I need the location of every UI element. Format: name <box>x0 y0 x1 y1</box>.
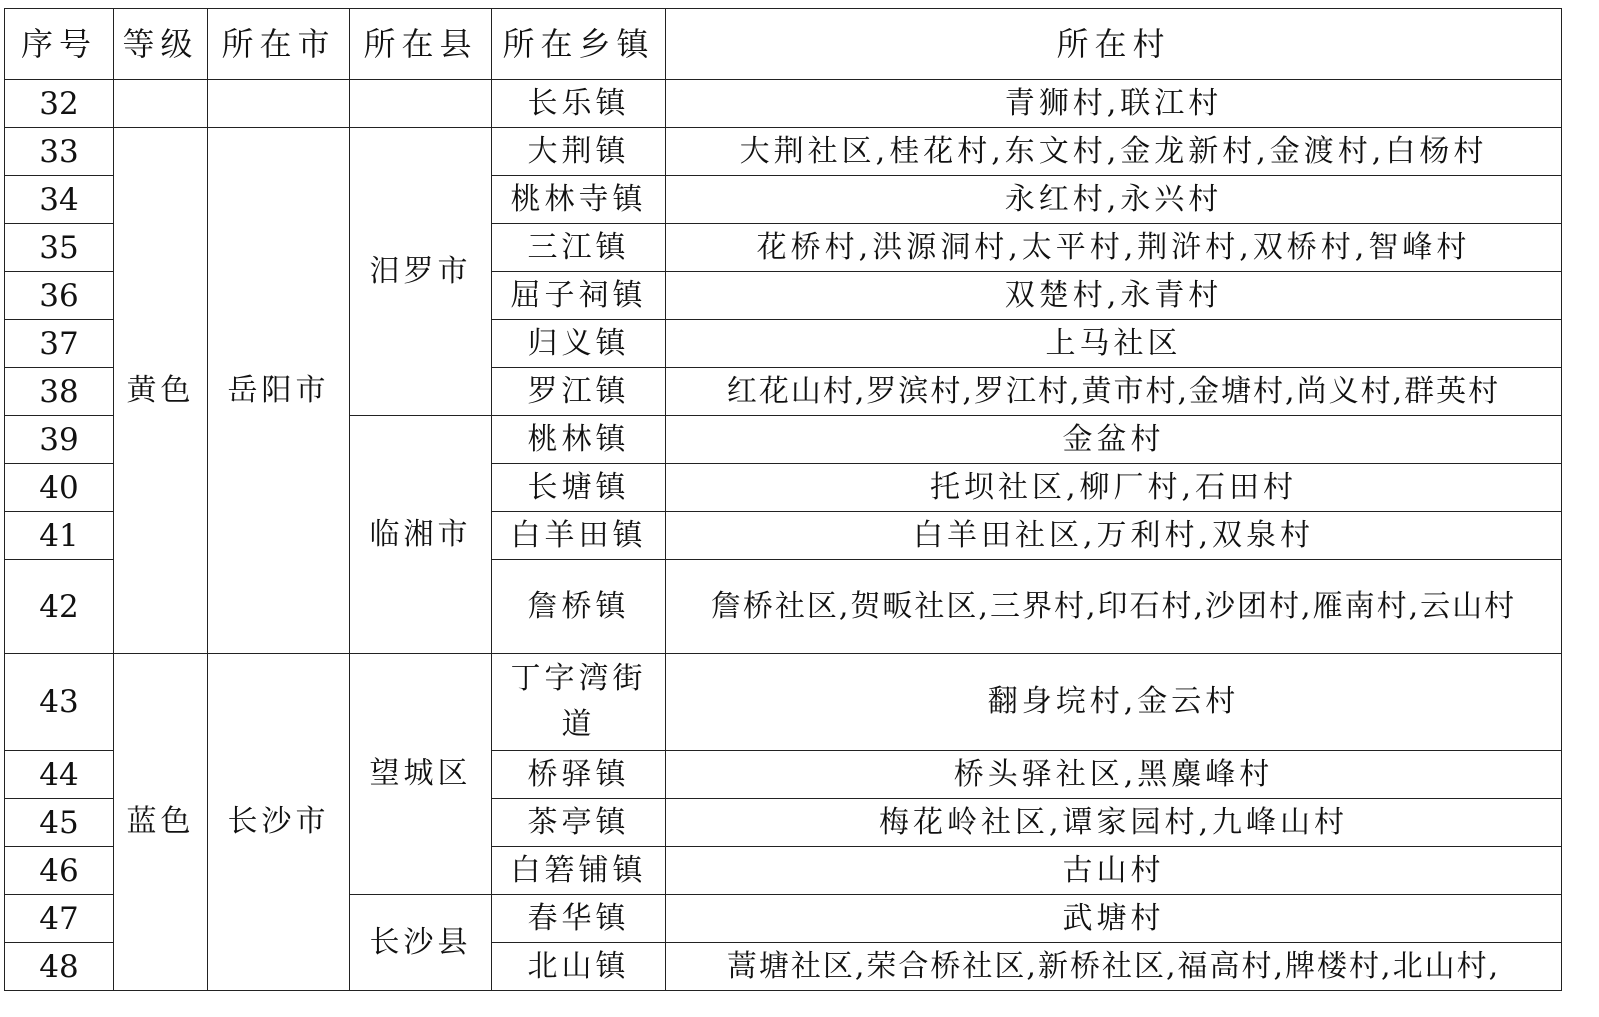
village-cell: 翻身垸村,金云村 <box>666 654 1562 751</box>
town-cell: 桥驿镇 <box>492 751 666 799</box>
town-cell: 大荆镇 <box>492 128 666 176</box>
row-index: 32 <box>5 80 114 128</box>
town-cell: 春华镇 <box>492 895 666 943</box>
city-cell-changsha: 长沙市 <box>208 654 350 991</box>
village-cell: 桥头驿社区,黑麋峰村 <box>666 751 1562 799</box>
row-index: 44 <box>5 751 114 799</box>
row-index: 35 <box>5 224 114 272</box>
county-cell-changshaxian: 长沙县 <box>350 895 492 991</box>
town-cell: 詹桥镇 <box>492 560 666 654</box>
row-index: 38 <box>5 368 114 416</box>
village-cell: 花桥村,洪源洞村,太平村,荆浒村,双桥村,智峰村 <box>666 224 1562 272</box>
header-county: 所在县 <box>350 9 492 80</box>
village-cell: 金盆村 <box>666 416 1562 464</box>
town-cell: 桃林寺镇 <box>492 176 666 224</box>
header-city: 所在市 <box>208 9 350 80</box>
village-cell: 蒿塘社区,荣合桥社区,新桥社区,福高村,牌楼村,北山村, <box>666 943 1562 991</box>
county-cell-miluo: 汨罗市 <box>350 128 492 416</box>
header-village: 所在村 <box>666 9 1562 80</box>
village-cell: 上马社区 <box>666 320 1562 368</box>
town-cell: 北山镇 <box>492 943 666 991</box>
town-cell: 长乐镇 <box>492 80 666 128</box>
town-cell: 归义镇 <box>492 320 666 368</box>
level-cell-yellow: 黄色 <box>114 128 208 654</box>
town-cell: 白羊田镇 <box>492 512 666 560</box>
town-cell: 长塘镇 <box>492 464 666 512</box>
village-cell: 武塘村 <box>666 895 1562 943</box>
row-index: 37 <box>5 320 114 368</box>
row-index: 48 <box>5 943 114 991</box>
level-cell-blue: 蓝色 <box>114 654 208 991</box>
row-index: 33 <box>5 128 114 176</box>
row-index: 47 <box>5 895 114 943</box>
row-index: 40 <box>5 464 114 512</box>
village-cell: 托坝社区,柳厂村,石田村 <box>666 464 1562 512</box>
village-cell: 红花山村,罗滨村,罗江村,黄市村,金塘村,尚义村,群英村 <box>666 368 1562 416</box>
village-cell: 詹桥社区,贺畈社区,三界村,印石村,沙团村,雁南村,云山村 <box>666 560 1562 654</box>
row-index: 45 <box>5 799 114 847</box>
city-cell <box>208 80 350 128</box>
row-index: 43 <box>5 654 114 751</box>
header-level: 等级 <box>114 9 208 80</box>
header-town: 所在乡镇 <box>492 9 666 80</box>
row-index: 34 <box>5 176 114 224</box>
town-cell: 桃林镇 <box>492 416 666 464</box>
row-index: 42 <box>5 560 114 654</box>
row-index: 39 <box>5 416 114 464</box>
town-cell: 三江镇 <box>492 224 666 272</box>
village-cell: 古山村 <box>666 847 1562 895</box>
header-index: 序号 <box>5 9 114 80</box>
town-cell: 白箬铺镇 <box>492 847 666 895</box>
village-cell: 永红村,永兴村 <box>666 176 1562 224</box>
row-index: 41 <box>5 512 114 560</box>
village-cell: 大荆社区,桂花村,东文村,金龙新村,金渡村,白杨村 <box>666 128 1562 176</box>
village-cell: 白羊田社区,万利村,双泉村 <box>666 512 1562 560</box>
town-cell: 茶亭镇 <box>492 799 666 847</box>
county-cell <box>350 80 492 128</box>
town-cell: 屈子祠镇 <box>492 272 666 320</box>
table-row <box>5 80 1562 128</box>
village-table <box>4 8 1562 991</box>
village-cell: 青狮村,联江村 <box>666 80 1562 128</box>
county-cell-wangcheng: 望城区 <box>350 654 492 895</box>
level-cell <box>114 80 208 128</box>
city-cell-yueyang: 岳阳市 <box>208 128 350 654</box>
town-cell: 罗江镇 <box>492 368 666 416</box>
table-row <box>5 654 1562 751</box>
header-row <box>5 9 1562 80</box>
county-cell-linxiang: 临湘市 <box>350 416 492 654</box>
town-cell: 丁字湾街道 <box>492 654 666 751</box>
row-index: 46 <box>5 847 114 895</box>
row-index: 36 <box>5 272 114 320</box>
table-row <box>5 128 1562 176</box>
village-cell: 梅花岭社区,谭家园村,九峰山村 <box>666 799 1562 847</box>
village-cell: 双楚村,永青村 <box>666 272 1562 320</box>
